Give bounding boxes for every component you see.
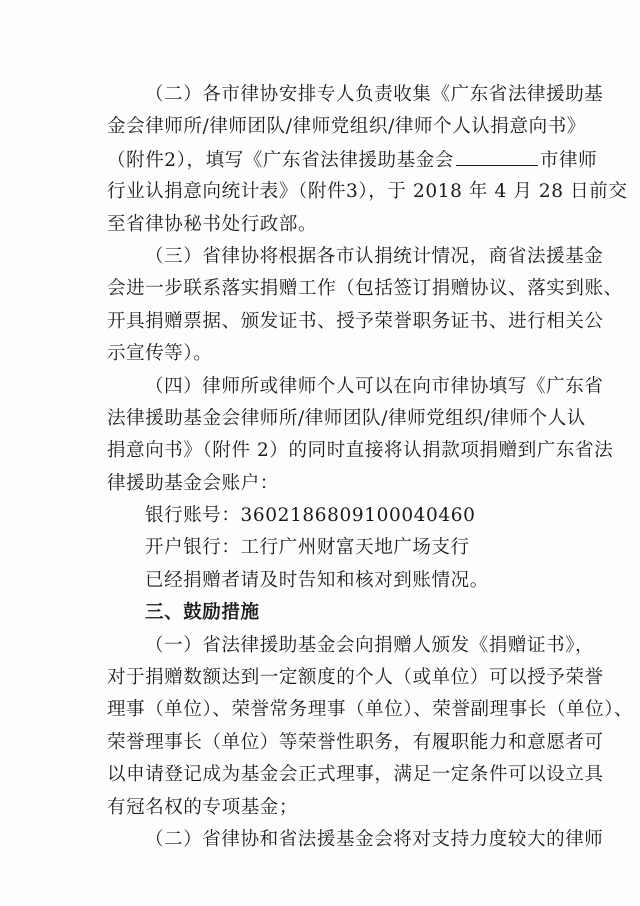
bank-name: 开户银行：工行广州财富天地广场支行 bbox=[145, 537, 470, 558]
para3-line1: （三）省律协将根据各市认捐统计情况，商省法援基金 bbox=[145, 246, 604, 267]
para3-line2: 会进一步联系落实捐赠工作（包括签订捐赠协议、落实到账、 bbox=[107, 278, 623, 299]
para5-line5: 以申请登记成为基金会正式理事，满足一定条件可以设立具 bbox=[107, 764, 604, 785]
para2-line2: 金会律师所/律师团队/律师党组织/律师个人认捐意向书》 bbox=[107, 116, 586, 137]
para4-line3: 捐意向书》（附件 2）的同时直接将认捐款项捐赠到广东省法 bbox=[107, 440, 614, 461]
para6-line1: （二）省律协和省法援基金会将对支持力度较大的律师 bbox=[145, 829, 604, 850]
para2-line1: （二）各市律协安排专人负责收集《广东省法律援助基 bbox=[145, 84, 604, 105]
para2-line4: 行业认捐意向统计表》（附件3），于 2018 年 4 月 28 日前交 bbox=[107, 181, 628, 202]
fill-in-blank bbox=[456, 148, 538, 166]
para5-line2: 对于捐赠数额达到一定额度的个人（或单位）可以授予荣誉 bbox=[107, 667, 604, 688]
para5-line1: （一）省法律援助基金会向捐赠人颁发《捐赠证书》， bbox=[145, 635, 595, 656]
para3-line3: 开具捐赠票据、颁发证书、授予荣誉职务证书、进行相关公 bbox=[107, 311, 604, 332]
para4-line2: 法律援助基金会律师所/律师团队/律师党组织/律师个人认 bbox=[107, 408, 586, 429]
para3-line4: 示宣传等）。 bbox=[107, 343, 213, 364]
para2-line3-before: （附件2），填写《广东省法律援助基金会 bbox=[107, 150, 454, 171]
para2-line3 bbox=[107, 148, 597, 173]
bank-account: 银行账号：3602186809100040460 bbox=[145, 505, 476, 526]
para5-line3: 理事（单位）、荣誉常务理事（单位）、荣誉副理事长（单位）、 bbox=[107, 699, 634, 720]
para2-line3-after: 市律师 bbox=[539, 150, 598, 171]
para4-line4: 律援助基金会账户： bbox=[107, 473, 279, 494]
notice: 已经捐赠者请及时告知和核对到账情况。 bbox=[145, 570, 489, 591]
para5-line6: 有冠名权的专项基金； bbox=[107, 797, 299, 818]
para4-line1: （四）律师所或律师个人可以在向市律协填写《广东省 bbox=[145, 376, 604, 397]
para5-line4: 荣誉理事长（单位）等荣誉性职务，有履职能力和意愿者可 bbox=[107, 732, 604, 753]
para2-line5: 至省律协秘书处行政部。 bbox=[107, 214, 318, 235]
section3-heading: 三、鼓励措施 bbox=[145, 602, 260, 623]
